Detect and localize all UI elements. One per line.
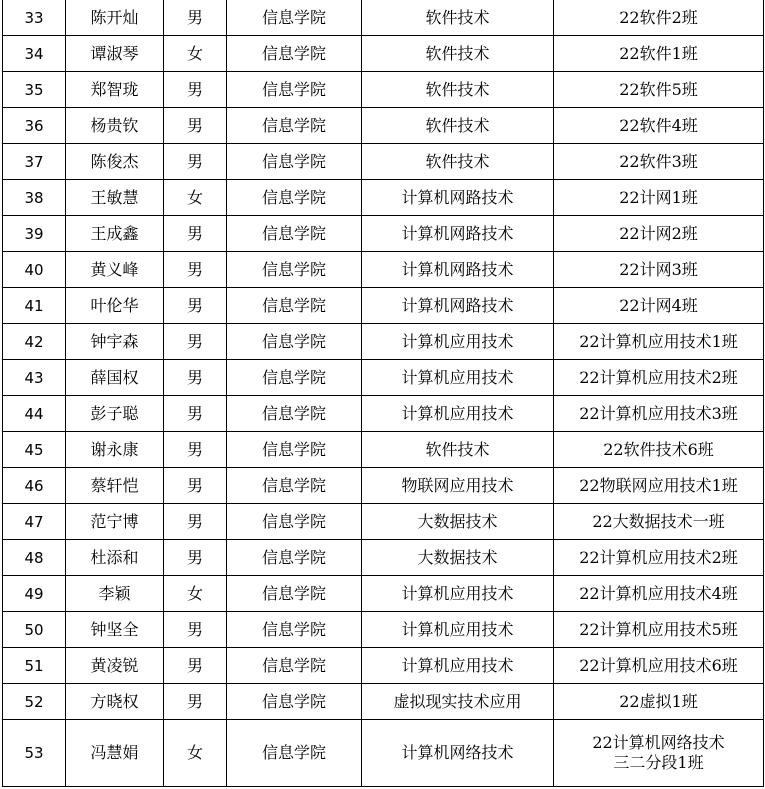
student-roster-table xyxy=(2,0,764,787)
student-class-line: 22软件技术6班 xyxy=(603,439,714,459)
student-gender: 男 xyxy=(164,324,227,360)
student-college: 信息学院 xyxy=(227,180,362,216)
table-row xyxy=(3,252,764,288)
student-major: 大数据技术 xyxy=(362,504,554,540)
student-class xyxy=(554,684,764,720)
student-class xyxy=(554,36,764,72)
student-name: 薛国权 xyxy=(66,360,164,396)
student-major: 计算机网路技术 xyxy=(362,252,554,288)
student-class xyxy=(554,468,764,504)
student-name: 陈开灿 xyxy=(66,0,164,36)
student-class-line: 22计网3班 xyxy=(619,259,698,279)
student-class xyxy=(554,396,764,432)
student-name: 杜添和 xyxy=(66,540,164,576)
row-number: 51 xyxy=(3,648,66,684)
table-row xyxy=(3,0,764,36)
student-college: 信息学院 xyxy=(227,576,362,612)
student-major: 计算机网路技术 xyxy=(362,288,554,324)
roster-body xyxy=(3,0,764,787)
row-number: 45 xyxy=(3,432,66,468)
student-gender: 女 xyxy=(164,720,227,787)
student-name: 方晓权 xyxy=(66,684,164,720)
student-college: 信息学院 xyxy=(227,360,362,396)
table-row xyxy=(3,36,764,72)
row-number: 48 xyxy=(3,540,66,576)
table-row xyxy=(3,432,764,468)
student-college: 信息学院 xyxy=(227,432,362,468)
student-gender: 男 xyxy=(164,216,227,252)
student-gender: 男 xyxy=(164,144,227,180)
row-number: 35 xyxy=(3,72,66,108)
student-gender: 男 xyxy=(164,648,227,684)
student-gender: 男 xyxy=(164,432,227,468)
student-college: 信息学院 xyxy=(227,72,362,108)
student-class xyxy=(554,288,764,324)
student-college: 信息学院 xyxy=(227,144,362,180)
student-gender: 男 xyxy=(164,108,227,144)
student-college: 信息学院 xyxy=(227,288,362,324)
student-name: 王成鑫 xyxy=(66,216,164,252)
row-number: 41 xyxy=(3,288,66,324)
student-class xyxy=(554,540,764,576)
row-number: 39 xyxy=(3,216,66,252)
table-row xyxy=(3,468,764,504)
student-gender: 男 xyxy=(164,504,227,540)
student-gender: 男 xyxy=(164,612,227,648)
student-name: 彭子聪 xyxy=(66,396,164,432)
student-major: 计算机应用技术 xyxy=(362,396,554,432)
student-class-line: 三二分段1班 xyxy=(613,753,704,772)
student-gender: 男 xyxy=(164,72,227,108)
table-row xyxy=(3,72,764,108)
table-row xyxy=(3,684,764,720)
student-class-line: 22软件5班 xyxy=(619,79,698,99)
row-number: 43 xyxy=(3,360,66,396)
student-name: 王敏慧 xyxy=(66,180,164,216)
student-major: 软件技术 xyxy=(362,0,554,36)
student-major: 计算机应用技术 xyxy=(362,648,554,684)
student-class xyxy=(554,324,764,360)
student-gender: 女 xyxy=(164,576,227,612)
student-gender: 男 xyxy=(164,288,227,324)
student-gender: 女 xyxy=(164,180,227,216)
student-major: 计算机应用技术 xyxy=(362,324,554,360)
row-number: 37 xyxy=(3,144,66,180)
student-college: 信息学院 xyxy=(227,540,362,576)
student-class xyxy=(554,432,764,468)
table-row xyxy=(3,108,764,144)
student-gender: 男 xyxy=(164,468,227,504)
table-row xyxy=(3,144,764,180)
student-class xyxy=(554,612,764,648)
student-college: 信息学院 xyxy=(227,252,362,288)
row-number: 49 xyxy=(3,576,66,612)
student-class-line: 22计网1班 xyxy=(619,187,698,207)
student-name: 谢永康 xyxy=(66,432,164,468)
row-number: 52 xyxy=(3,684,66,720)
student-college: 信息学院 xyxy=(227,216,362,252)
student-college: 信息学院 xyxy=(227,468,362,504)
student-college: 信息学院 xyxy=(227,396,362,432)
student-major: 软件技术 xyxy=(362,108,554,144)
student-college: 信息学院 xyxy=(227,648,362,684)
student-name: 叶伦华 xyxy=(66,288,164,324)
student-class-line: 22计算机网络技术 xyxy=(592,733,725,752)
student-major: 计算机应用技术 xyxy=(362,360,554,396)
student-class-line: 22计算机应用技术5班 xyxy=(579,619,738,639)
student-college: 信息学院 xyxy=(227,324,362,360)
student-gender: 男 xyxy=(164,0,227,36)
student-name: 黄义峰 xyxy=(66,252,164,288)
row-number: 50 xyxy=(3,612,66,648)
student-college: 信息学院 xyxy=(227,36,362,72)
student-major: 计算机网络技术 xyxy=(362,720,554,787)
student-major: 软件技术 xyxy=(362,72,554,108)
student-class-line: 22计算机应用技术4班 xyxy=(579,583,738,603)
row-number: 40 xyxy=(3,252,66,288)
student-class-line: 22软件4班 xyxy=(619,115,698,135)
table-row xyxy=(3,288,764,324)
student-class xyxy=(554,180,764,216)
student-class-line: 22计网2班 xyxy=(619,223,698,243)
student-class xyxy=(554,216,764,252)
student-gender: 男 xyxy=(164,252,227,288)
student-class xyxy=(554,720,764,787)
student-name: 范宁博 xyxy=(66,504,164,540)
student-major: 计算机应用技术 xyxy=(362,612,554,648)
table-row xyxy=(3,648,764,684)
table-row xyxy=(3,360,764,396)
student-name: 谭淑琴 xyxy=(66,36,164,72)
student-class xyxy=(554,504,764,540)
table-row xyxy=(3,396,764,432)
table-row xyxy=(3,216,764,252)
student-name: 钟坚全 xyxy=(66,612,164,648)
student-major: 物联网应用技术 xyxy=(362,468,554,504)
student-college: 信息学院 xyxy=(227,720,362,787)
student-gender: 男 xyxy=(164,540,227,576)
student-name: 陈俊杰 xyxy=(66,144,164,180)
student-gender: 男 xyxy=(164,396,227,432)
table-row xyxy=(3,540,764,576)
student-major: 计算机网路技术 xyxy=(362,216,554,252)
row-number: 38 xyxy=(3,180,66,216)
student-class xyxy=(554,108,764,144)
student-name: 黄凌锐 xyxy=(66,648,164,684)
student-college: 信息学院 xyxy=(227,504,362,540)
student-class-line: 22软件2班 xyxy=(619,7,698,27)
student-major: 软件技术 xyxy=(362,432,554,468)
student-major: 计算机应用技术 xyxy=(362,576,554,612)
student-class-line: 22软件3班 xyxy=(619,151,698,171)
student-class-line: 22软件1班 xyxy=(619,43,698,63)
student-gender: 男 xyxy=(164,360,227,396)
student-name: 钟宇森 xyxy=(66,324,164,360)
row-number: 44 xyxy=(3,396,66,432)
student-class-line: 22计算机应用技术3班 xyxy=(579,403,738,423)
student-gender: 女 xyxy=(164,36,227,72)
student-major: 软件技术 xyxy=(362,36,554,72)
row-number: 34 xyxy=(3,36,66,72)
student-name: 杨贵钦 xyxy=(66,108,164,144)
row-number: 53 xyxy=(3,720,66,787)
table-row xyxy=(3,180,764,216)
student-class xyxy=(554,144,764,180)
student-class-line: 22虚拟1班 xyxy=(619,691,698,711)
student-class xyxy=(554,72,764,108)
student-class xyxy=(554,0,764,36)
student-name: 冯慧娟 xyxy=(66,720,164,787)
table-row xyxy=(3,504,764,540)
student-class xyxy=(554,360,764,396)
table-row xyxy=(3,720,764,787)
student-gender: 男 xyxy=(164,684,227,720)
row-number: 47 xyxy=(3,504,66,540)
student-college: 信息学院 xyxy=(227,108,362,144)
table-row xyxy=(3,576,764,612)
student-college: 信息学院 xyxy=(227,684,362,720)
student-name: 李颖 xyxy=(66,576,164,612)
table-row xyxy=(3,612,764,648)
row-number: 46 xyxy=(3,468,66,504)
student-name: 郑智珑 xyxy=(66,72,164,108)
row-number: 36 xyxy=(3,108,66,144)
student-class-line: 22计算机应用技术1班 xyxy=(579,331,738,351)
student-class-line: 22物联网应用技术1班 xyxy=(579,475,738,495)
student-major: 大数据技术 xyxy=(362,540,554,576)
student-college: 信息学院 xyxy=(227,612,362,648)
student-class xyxy=(554,648,764,684)
row-number: 42 xyxy=(3,324,66,360)
student-major: 软件技术 xyxy=(362,144,554,180)
student-name: 蔡轩恺 xyxy=(66,468,164,504)
table-row xyxy=(3,324,764,360)
student-major: 虚拟现实技术应用 xyxy=(362,684,554,720)
student-class-line: 22计网4班 xyxy=(619,295,698,315)
student-class-line: 22计算机应用技术2班 xyxy=(579,547,738,567)
student-major: 计算机网路技术 xyxy=(362,180,554,216)
student-class-line: 22计算机应用技术6班 xyxy=(579,655,738,675)
student-class-line: 22大数据技术一班 xyxy=(592,511,725,531)
student-class-line: 22计算机应用技术2班 xyxy=(579,367,738,387)
row-number: 33 xyxy=(3,0,66,36)
student-college: 信息学院 xyxy=(227,0,362,36)
student-class xyxy=(554,252,764,288)
student-class xyxy=(554,576,764,612)
